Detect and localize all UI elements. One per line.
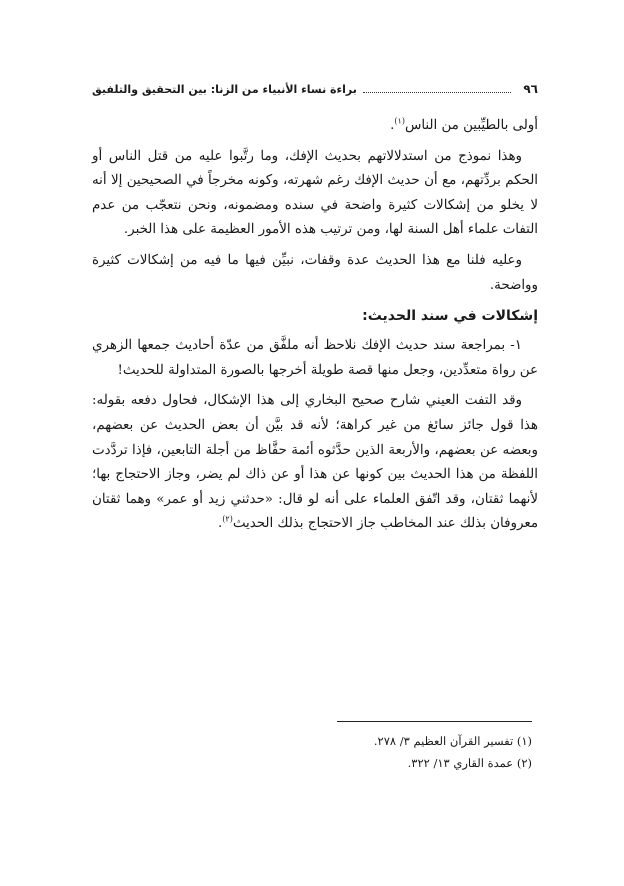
footnote-2: (٢) عمدة القاري ١٣/ ٣٢٢. [407,756,532,770]
paragraph-1 [92,114,538,139]
paragraph-1-end: . [390,118,395,133]
paragraph-5-text: وقد التفت العيني شارح صحيح البخاري إلى هذا الإشكال، فحاول دفعه بقوله: هذا قول جائز سائغ من غير كراهة؛ لأنه قد بيَّن أن بعض الحديث عن بعضهم، وبعضه عن بعضهم، والأربعة الذين حدَّثوه أئمة حفَّاظ من أجلة التابعين، فإذا تردَّدت اللفظة من هذا الحديث بين كونها عن هذا أو عن ذاك لم يضر، وجاز الاحتجاج بها؛ لأنهما ثقتان، وقد اتّفق العلماء على أنه لو قال: «حدثني زيد أو عمر» وهما ثقتان معروفان بذلك عند المخاطب جاز الاحتجاج بذلك الحديث [92,393,538,532]
paragraph-2: وهذا نموذج من استدلالاتهم بحديث الإفك، وما رتَّبوا عليه من قتل الناس أو الحكم بردِّتهم، مع أن حديث الإفك رغم شهرته، وكونه مخرجاً في الصحيحين إلا أنه لا يخلو من إشكالات كثيرة واضحة في سنده ومضمونه، ونحن نتعجّب من عدم التفات علماء أهل السنة لها، ومن ترتيب هذه الأمور العظيمة على هذا الخبر. [92,148,538,238]
paragraph-5-end: . [218,516,223,532]
running-header [92,78,538,100]
footnote-divider [337,721,532,722]
footnotes [86,730,532,774]
footnote-ref-1: (١) [394,116,405,126]
paragraph-4: ١- بمراجعة سند حديث الإفك نلاحظ أنه ملفَّق من عدّة أحاديث جمعها الزهري عن رواة متعدِّدين، وجعل منها قصة طويلة أخرجها بالصورة المتداولة للحديث! [92,338,538,378]
page-number: ٩٦ [523,82,538,96]
footnote-1: (١) تفسير القرآن العظيم ٣/ ٢٧٨. [373,734,532,748]
footnote-ref-2: (٢) [222,514,233,524]
header-leader-dots [363,92,511,93]
section-heading: إشكالات في سند الحديث: [362,308,538,325]
book-title: براءة نساء الأنبياء من الزنا: بين التحقيق والتلفيق [92,82,357,96]
paragraph-3: وعليه فلنا مع هذا الحديث عدة وقفات، نبيِّن فيها ما فيه من إشكالات كثيرة وواضحة. [92,252,538,293]
paragraph-1-text: أولى بالطيِّبين من الناس [404,118,538,133]
main-text [92,114,538,543]
paragraph-5 [92,389,538,537]
